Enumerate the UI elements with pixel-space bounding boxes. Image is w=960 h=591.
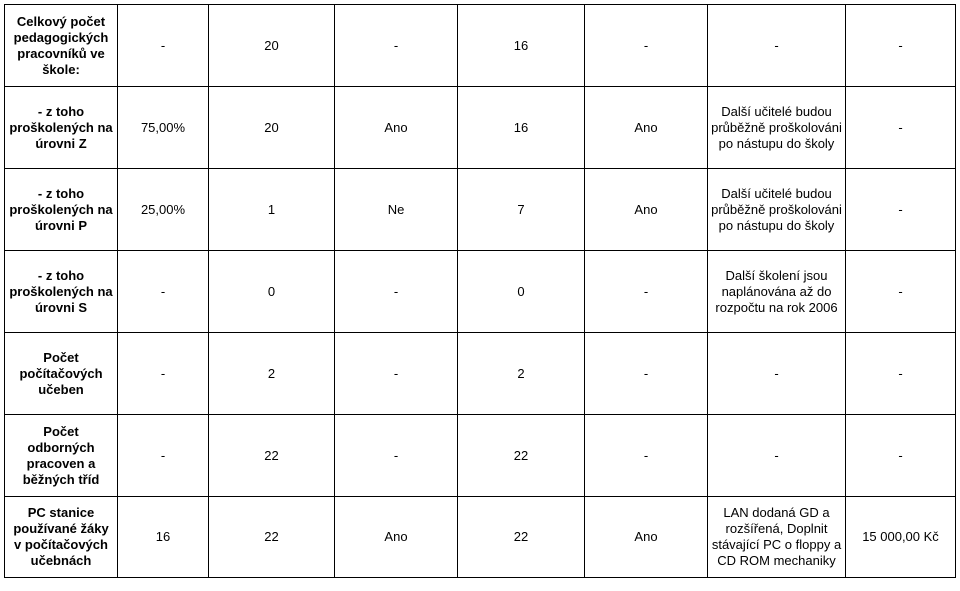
cell: Ne — [335, 169, 458, 251]
cell: 7 — [458, 169, 585, 251]
table-row — [5, 415, 956, 497]
table-row — [5, 5, 956, 87]
cell: - — [118, 333, 209, 415]
table-row — [5, 169, 956, 251]
table-row — [5, 497, 956, 578]
cell: LAN dodaná GD a rozšířená, Doplnit stávající PC o floppy a CD ROM mechaniky — [708, 497, 846, 578]
cell: - — [708, 415, 846, 497]
table-row — [5, 333, 956, 415]
cell: 22 — [458, 497, 585, 578]
cell: Ano — [585, 87, 708, 169]
cell: 15 000,00 Kč — [846, 497, 956, 578]
data-table — [4, 4, 956, 578]
cell: - — [846, 5, 956, 87]
cell: 2 — [458, 333, 585, 415]
cell: - — [118, 415, 209, 497]
cell: Další učitelé budou průběžně proškolováni po nástupu do školy — [708, 87, 846, 169]
cell: 16 — [118, 497, 209, 578]
cell: 25,00% — [118, 169, 209, 251]
cell: - — [585, 5, 708, 87]
cell: 22 — [209, 497, 335, 578]
cell: 0 — [458, 251, 585, 333]
row-label: - z toho proškolených na úrovni S — [5, 251, 118, 333]
cell: - — [585, 333, 708, 415]
cell: 20 — [209, 87, 335, 169]
cell: 75,00% — [118, 87, 209, 169]
cell: - — [335, 415, 458, 497]
cell: - — [335, 333, 458, 415]
cell: - — [585, 415, 708, 497]
cell: Ano — [585, 169, 708, 251]
cell: Ano — [585, 497, 708, 578]
cell: 22 — [458, 415, 585, 497]
cell: - — [335, 251, 458, 333]
cell: - — [118, 5, 209, 87]
cell: 22 — [209, 415, 335, 497]
cell: - — [846, 415, 956, 497]
cell: Další školení jsou naplánována až do rozpočtu na rok 2006 — [708, 251, 846, 333]
cell: - — [846, 87, 956, 169]
row-label: Počet počítačových učeben — [5, 333, 118, 415]
cell: 16 — [458, 5, 585, 87]
row-label: Počet odborných pracoven a běžných tříd — [5, 415, 118, 497]
cell: - — [585, 251, 708, 333]
cell: - — [118, 251, 209, 333]
cell: 20 — [209, 5, 335, 87]
cell: - — [846, 169, 956, 251]
cell: Další učitelé budou průběžně proškolováni po nástupu do školy — [708, 169, 846, 251]
row-label: PC stanice používané žáky v počítačových učebnách — [5, 497, 118, 578]
cell: 16 — [458, 87, 585, 169]
cell: Ano — [335, 87, 458, 169]
cell: 2 — [209, 333, 335, 415]
row-label: Celkový počet pedagogických pracovníků ve škole: — [5, 5, 118, 87]
cell: 1 — [209, 169, 335, 251]
cell: - — [708, 333, 846, 415]
cell: Ano — [335, 497, 458, 578]
cell: - — [335, 5, 458, 87]
cell: - — [708, 5, 846, 87]
cell: - — [846, 251, 956, 333]
row-label: - z toho proškolených na úrovni Z — [5, 87, 118, 169]
row-label: - z toho proškolených na úrovni P — [5, 169, 118, 251]
table-row — [5, 251, 956, 333]
cell: - — [846, 333, 956, 415]
table-row — [5, 87, 956, 169]
cell: 0 — [209, 251, 335, 333]
